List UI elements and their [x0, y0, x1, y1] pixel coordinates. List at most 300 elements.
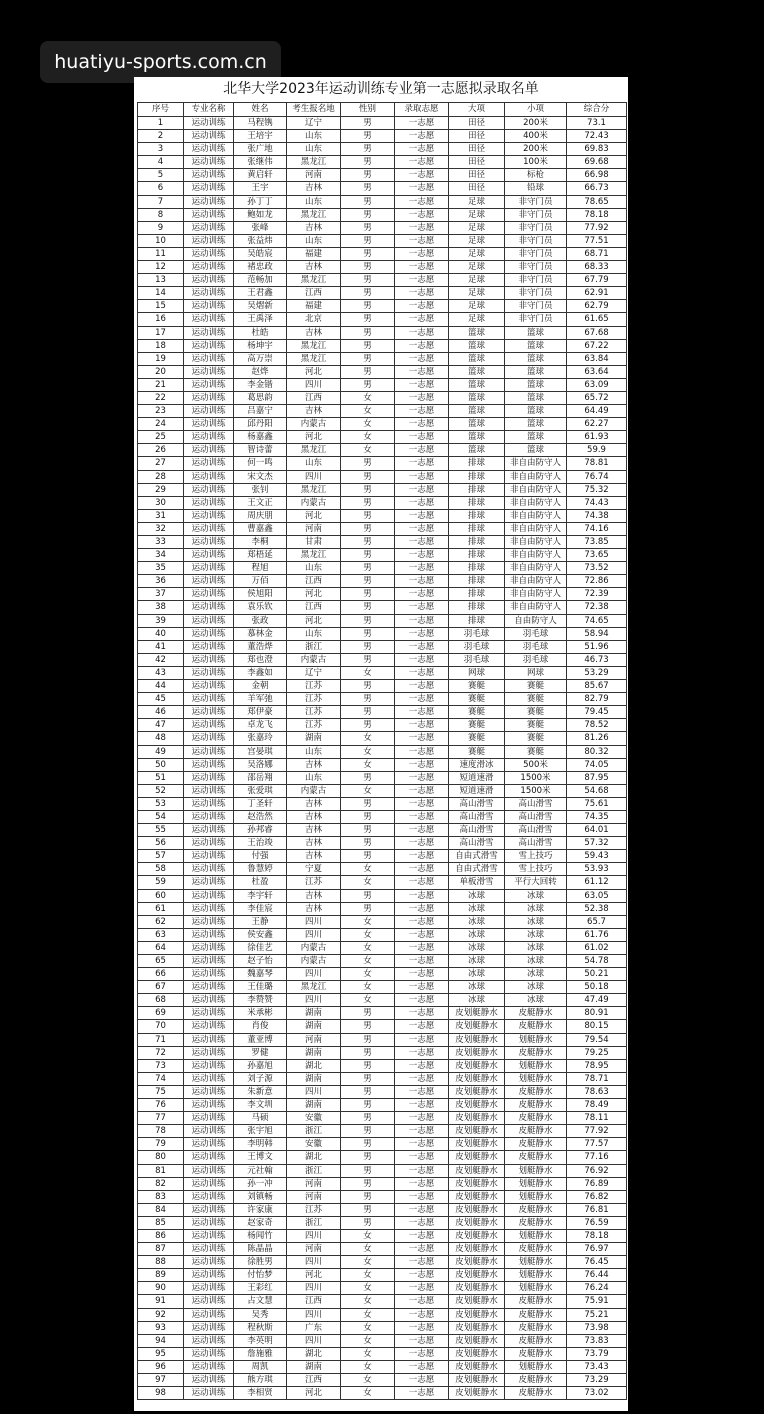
table-row [138, 391, 627, 404]
table-cell: 山东 [287, 234, 341, 247]
table-cell: 一志愿 [395, 444, 449, 457]
table-cell: 江西 [287, 601, 341, 614]
table-row [138, 850, 627, 863]
table-cell: 非自由防守人 [505, 522, 567, 535]
table-cell: 篮球 [505, 391, 567, 404]
table-cell: 一志愿 [395, 483, 449, 496]
table-cell: 鲁慧婷 [234, 863, 287, 876]
table-cell: 76.97 [567, 1243, 627, 1256]
table-cell: 一志愿 [395, 326, 449, 339]
table-row [138, 784, 627, 797]
table-cell: 62.79 [567, 300, 627, 313]
table-row [138, 810, 627, 823]
table-cell: 江苏 [287, 876, 341, 889]
table-cell: 运动训练 [184, 169, 234, 182]
table-body [138, 117, 627, 1400]
table-cell: 湖南 [287, 1360, 341, 1373]
table-cell: 篮球 [449, 431, 505, 444]
table-cell: 皮艇静水 [505, 1216, 567, 1229]
table-cell: 女 [341, 876, 395, 889]
table-cell: 男 [341, 261, 395, 274]
table-cell: 76.81 [567, 1203, 627, 1216]
table-cell: 一志愿 [395, 1295, 449, 1308]
table-cell: 袁乐钦 [234, 601, 287, 614]
table-cell: 35 [138, 562, 184, 575]
table-cell: 73.79 [567, 1347, 627, 1360]
table-cell: 皮艇静水 [505, 1085, 567, 1098]
table-cell: 宋文杰 [234, 470, 287, 483]
table-row [138, 994, 627, 1007]
table-row [138, 1216, 627, 1229]
table-cell: 运动训练 [184, 1125, 234, 1138]
table-row [138, 575, 627, 588]
table-cell: 一志愿 [395, 169, 449, 182]
table-cell: 浙江 [287, 1125, 341, 1138]
table-cell: 运动训练 [184, 850, 234, 863]
table-cell: 男 [341, 719, 395, 732]
table-cell: 划艇静水 [505, 1059, 567, 1072]
table-cell: 四川 [287, 378, 341, 391]
table-cell: 篮球 [505, 431, 567, 444]
table-cell: 运动训练 [184, 339, 234, 352]
table-cell: 16 [138, 313, 184, 326]
table-cell: 69.68 [567, 156, 627, 169]
table-cell: 男 [341, 1177, 395, 1190]
table-cell: 高山滑雪 [449, 797, 505, 810]
table-cell: 慕林金 [234, 627, 287, 640]
table-cell: 92 [138, 1308, 184, 1321]
table-cell: 一志愿 [395, 287, 449, 300]
table-cell: 运动训练 [184, 522, 234, 535]
table-cell: 山东 [287, 457, 341, 470]
table-cell: 运动训练 [184, 824, 234, 837]
table-cell: 皮划艇静水 [449, 1374, 505, 1387]
table-cell: 排球 [449, 509, 505, 522]
table-cell: 吴秀 [234, 1308, 287, 1321]
table-cell: 女 [341, 863, 395, 876]
table-cell: 一志愿 [395, 234, 449, 247]
table-row [138, 1387, 627, 1400]
table-cell: 男 [341, 1033, 395, 1046]
table-cell: 辽宁 [287, 117, 341, 130]
table-cell: 非自由防守人 [505, 601, 567, 614]
table-cell: 吕嘉宁 [234, 405, 287, 418]
table-cell: 一志愿 [395, 850, 449, 863]
table-cell: 非自由防守人 [505, 483, 567, 496]
table-cell: 77.92 [567, 221, 627, 234]
column-header: 序号 [138, 103, 184, 117]
table-row [138, 732, 627, 745]
table-cell: 标枪 [505, 169, 567, 182]
table-cell: 河南 [287, 1243, 341, 1256]
table-cell: 男 [341, 169, 395, 182]
table-cell: 肖俊 [234, 1020, 287, 1033]
table-row [138, 483, 627, 496]
table-cell: 孙一冲 [234, 1177, 287, 1190]
table-cell: 皮艇静水 [505, 1387, 567, 1400]
table-cell: 运动训练 [184, 1072, 234, 1085]
table-cell: 雪上技巧 [505, 863, 567, 876]
table-cell: 男 [341, 483, 395, 496]
table-cell: 50.21 [567, 968, 627, 981]
table-cell: 76.74 [567, 470, 627, 483]
table-cell: 一志愿 [395, 1203, 449, 1216]
table-cell: 网球 [505, 666, 567, 679]
table-row [138, 680, 627, 693]
table-cell: 73.83 [567, 1334, 627, 1347]
table-row [138, 470, 627, 483]
table-cell: 皮艇静水 [505, 1334, 567, 1347]
table-cell: 54 [138, 810, 184, 823]
table-cell: 运动训练 [184, 837, 234, 850]
table-cell: 足球 [449, 261, 505, 274]
table-cell: 一志愿 [395, 339, 449, 352]
table-row [138, 1321, 627, 1334]
table-cell: 运动训练 [184, 274, 234, 287]
table-cell: 96 [138, 1360, 184, 1373]
table-cell: 王佳璐 [234, 981, 287, 994]
table-cell: 74.38 [567, 509, 627, 522]
table-row [138, 745, 627, 758]
table-cell: 77.51 [567, 234, 627, 247]
table-cell: 吉林 [287, 405, 341, 418]
table-cell: 许家康 [234, 1203, 287, 1216]
table-cell: 一志愿 [395, 1033, 449, 1046]
table-cell: 59.43 [567, 850, 627, 863]
table-cell: 羽毛球 [449, 653, 505, 666]
table-row [138, 182, 627, 195]
table-cell: 运动训练 [184, 365, 234, 378]
table-cell: 78 [138, 1125, 184, 1138]
table-cell: 运动训练 [184, 1295, 234, 1308]
table-cell: 非守门员 [505, 300, 567, 313]
table-cell: 足球 [449, 195, 505, 208]
table-cell: 冰球 [449, 994, 505, 1007]
table-cell: 黑龙江 [287, 981, 341, 994]
table-cell: 划艇静水 [505, 1072, 567, 1085]
table-cell: 皮划艇静水 [449, 1085, 505, 1098]
table-cell: 运动训练 [184, 941, 234, 954]
table-cell: 运动训练 [184, 431, 234, 444]
table-cell: 李金锴 [234, 378, 287, 391]
table-cell: 67.79 [567, 274, 627, 287]
table-cell: 72.86 [567, 575, 627, 588]
table-cell: 57.32 [567, 837, 627, 850]
table-cell: 内蒙古 [287, 784, 341, 797]
table-row [138, 588, 627, 601]
table-row [138, 247, 627, 260]
table-cell: 78.18 [567, 208, 627, 221]
table-cell: 78.11 [567, 1112, 627, 1125]
table-cell: 一志愿 [395, 1164, 449, 1177]
table-cell: 篮球 [449, 378, 505, 391]
table-cell: 运动训练 [184, 470, 234, 483]
table-cell: 运动训练 [184, 496, 234, 509]
table-cell: 21 [138, 378, 184, 391]
table-cell: 划艇静水 [505, 1033, 567, 1046]
table-cell: 皮艇静水 [505, 1243, 567, 1256]
table-cell: 一志愿 [395, 627, 449, 640]
table-cell: 79.25 [567, 1046, 627, 1059]
table-cell: 75.61 [567, 797, 627, 810]
table-cell: 足球 [449, 313, 505, 326]
table-cell: 熊方琪 [234, 1374, 287, 1387]
table-row [138, 797, 627, 810]
table-cell: 一志愿 [395, 1282, 449, 1295]
table-cell: 68.33 [567, 261, 627, 274]
table-cell: 冰球 [505, 994, 567, 1007]
table-cell: 75.32 [567, 483, 627, 496]
table-row [138, 1243, 627, 1256]
table-cell: 李英明 [234, 1334, 287, 1347]
table-cell: 皮艇静水 [505, 1046, 567, 1059]
table-cell: 詹施雅 [234, 1347, 287, 1360]
table-cell: 排球 [449, 588, 505, 601]
table-cell: 78.49 [567, 1099, 627, 1112]
table-row [138, 352, 627, 365]
table-cell: 四川 [287, 968, 341, 981]
table-cell: 23 [138, 405, 184, 418]
table-cell: 女 [341, 981, 395, 994]
table-cell: 一志愿 [395, 496, 449, 509]
table-cell: 一志愿 [395, 1269, 449, 1282]
table-cell: 一志愿 [395, 902, 449, 915]
table-cell: 男 [341, 1216, 395, 1229]
table-cell: 运动训练 [184, 863, 234, 876]
table-cell: 王博文 [234, 1151, 287, 1164]
table-cell: 女 [341, 732, 395, 745]
table-cell: 62.91 [567, 287, 627, 300]
table-cell: 王静 [234, 915, 287, 928]
table-cell: 28 [138, 470, 184, 483]
table-cell: 一志愿 [395, 378, 449, 391]
table-cell: 李明韩 [234, 1138, 287, 1151]
table-cell: 64.01 [567, 824, 627, 837]
table-cell: 54.78 [567, 955, 627, 968]
table-cell: 高山滑雪 [449, 837, 505, 850]
table-cell: 62 [138, 915, 184, 928]
table-cell: 江西 [287, 287, 341, 300]
table-cell: 篮球 [449, 444, 505, 457]
table-cell: 赵子怡 [234, 955, 287, 968]
table-cell: 运动训练 [184, 653, 234, 666]
table-cell: 运动训练 [184, 758, 234, 771]
table-cell: 一志愿 [395, 1020, 449, 1033]
table-cell: 安徽 [287, 1138, 341, 1151]
document-page [134, 77, 628, 1411]
table-cell: 一志愿 [395, 1099, 449, 1112]
table-cell: 17 [138, 326, 184, 339]
table-row [138, 169, 627, 182]
table-row [138, 1295, 627, 1308]
table-cell: 王宇 [234, 182, 287, 195]
table-cell: 25 [138, 431, 184, 444]
table-cell: 冰球 [505, 889, 567, 902]
table-cell: 75.91 [567, 1295, 627, 1308]
table-row [138, 653, 627, 666]
table-cell: 73 [138, 1059, 184, 1072]
table-row [138, 1072, 627, 1085]
table-cell: 30 [138, 496, 184, 509]
table-cell: 冰球 [449, 902, 505, 915]
table-cell: 一志愿 [395, 614, 449, 627]
table-cell: 内蒙古 [287, 496, 341, 509]
table-cell: 湖南 [287, 1020, 341, 1033]
table-row [138, 287, 627, 300]
table-cell: 4 [138, 156, 184, 169]
table-cell: 河南 [287, 522, 341, 535]
table-cell: 女 [341, 1334, 395, 1347]
table-cell: 200米 [505, 117, 567, 130]
table-cell: 运动训练 [184, 313, 234, 326]
table-cell: 一志愿 [395, 1151, 449, 1164]
table-cell: 皮划艇静水 [449, 1229, 505, 1242]
table-cell: 羽毛球 [449, 627, 505, 640]
table-cell: 一志愿 [395, 928, 449, 941]
table-row [138, 274, 627, 287]
table-cell: 马程镌 [234, 117, 287, 130]
table-cell: 一志愿 [395, 182, 449, 195]
table-cell: 山东 [287, 745, 341, 758]
table-cell: 59.9 [567, 444, 627, 457]
table-cell: 男 [341, 627, 395, 640]
table-cell: 赛艇 [505, 680, 567, 693]
table-cell: 山东 [287, 195, 341, 208]
table-cell: 黑龙江 [287, 352, 341, 365]
table-cell: 甘肃 [287, 536, 341, 549]
table-cell: 吉林 [287, 797, 341, 810]
table-cell: 杨闻竹 [234, 1229, 287, 1242]
table-row [138, 876, 627, 889]
table-cell: 排球 [449, 496, 505, 509]
table-cell: 61.12 [567, 876, 627, 889]
table-cell: 53.29 [567, 666, 627, 679]
table-cell: 运动训练 [184, 1243, 234, 1256]
table-cell: 一志愿 [395, 981, 449, 994]
table-row [138, 955, 627, 968]
table-cell: 运动训练 [184, 1347, 234, 1360]
table-cell: 罗健 [234, 1046, 287, 1059]
table-cell: 一志愿 [395, 1360, 449, 1373]
table-cell: 一志愿 [395, 1387, 449, 1400]
table-cell: 男 [341, 1085, 395, 1098]
table-row [138, 719, 627, 732]
table-cell: 吉林 [287, 889, 341, 902]
table-cell: 一志愿 [395, 915, 449, 928]
table-cell: 羽毛球 [505, 640, 567, 653]
table-cell: 郑梧延 [234, 549, 287, 562]
table-cell: 皮划艇静水 [449, 1243, 505, 1256]
table-row [138, 1125, 627, 1138]
document-title: 北华大学2023年运动训练专业第一志愿拟录取名单 [223, 81, 539, 97]
table-cell: 76.45 [567, 1256, 627, 1269]
table-cell: 王彩红 [234, 1282, 287, 1295]
table-cell: 王君鑫 [234, 287, 287, 300]
table-row [138, 326, 627, 339]
table-cell: 皮划艇静水 [449, 1295, 505, 1308]
table-cell: 61 [138, 902, 184, 915]
table-cell: 女 [341, 418, 395, 431]
table-row [138, 1229, 627, 1242]
table-cell: 57 [138, 850, 184, 863]
table-cell: 19 [138, 352, 184, 365]
table-cell: 男 [341, 562, 395, 575]
table-cell: 河南 [287, 1177, 341, 1190]
table-cell: 72 [138, 1046, 184, 1059]
table-cell: 一志愿 [395, 837, 449, 850]
table-row [138, 143, 627, 156]
table-cell: 6 [138, 182, 184, 195]
table-cell: 赵烨 [234, 365, 287, 378]
table-cell: 男 [341, 693, 395, 706]
table-cell: 69.83 [567, 143, 627, 156]
table-cell: 运动训练 [184, 1164, 234, 1177]
table-cell: 篮球 [449, 365, 505, 378]
table-cell: 赵浩然 [234, 810, 287, 823]
table-cell: 女 [341, 1321, 395, 1334]
table-row [138, 365, 627, 378]
table-cell: 自由防守人 [505, 614, 567, 627]
table-cell: 自由式滑雪 [449, 863, 505, 876]
table-cell: 14 [138, 287, 184, 300]
table-cell: 冰球 [449, 889, 505, 902]
table-cell: 黑龙江 [287, 339, 341, 352]
table-cell: 90 [138, 1282, 184, 1295]
table-cell: 34 [138, 549, 184, 562]
table-cell: 河北 [287, 431, 341, 444]
table-cell: 一志愿 [395, 1072, 449, 1085]
table-cell: 划艇静水 [505, 1229, 567, 1242]
column-header: 姓名 [234, 103, 287, 117]
table-cell: 田径 [449, 117, 505, 130]
table-cell: 38 [138, 601, 184, 614]
table-cell: 王禹泽 [234, 313, 287, 326]
table-cell: 河南 [287, 1033, 341, 1046]
table-cell: 赛艇 [449, 680, 505, 693]
table-cell: 女 [341, 994, 395, 1007]
table-cell: 82 [138, 1177, 184, 1190]
table-cell: 李相贤 [234, 1387, 287, 1400]
table-cell: 葛思韵 [234, 391, 287, 404]
table-cell: 非自由防守人 [505, 588, 567, 601]
table-cell: 53.93 [567, 863, 627, 876]
table-cell: 宁夏 [287, 863, 341, 876]
table-cell: 52 [138, 784, 184, 797]
table-cell: 一志愿 [395, 771, 449, 784]
table-cell: 69 [138, 1007, 184, 1020]
table-cell: 男 [341, 130, 395, 143]
table-cell: 羽毛球 [449, 640, 505, 653]
table-cell: 一志愿 [395, 208, 449, 221]
table-cell: 运动训练 [184, 221, 234, 234]
table-cell: 男 [341, 496, 395, 509]
table-cell: 一志愿 [395, 130, 449, 143]
table-cell: 足球 [449, 208, 505, 221]
table-cell: 85.67 [567, 680, 627, 693]
table-row [138, 706, 627, 719]
table-cell: 皮艇静水 [505, 1138, 567, 1151]
table-cell: 72.43 [567, 130, 627, 143]
table-row [138, 1282, 627, 1295]
table-cell: 运动训练 [184, 810, 234, 823]
table-cell: 运动训练 [184, 1085, 234, 1098]
table-cell: 吉林 [287, 758, 341, 771]
table-cell: 78.52 [567, 719, 627, 732]
table-cell: 一志愿 [395, 1112, 449, 1125]
table-cell: 运动训练 [184, 287, 234, 300]
table-cell: 非自由防守人 [505, 575, 567, 588]
table-cell: 一志愿 [395, 509, 449, 522]
